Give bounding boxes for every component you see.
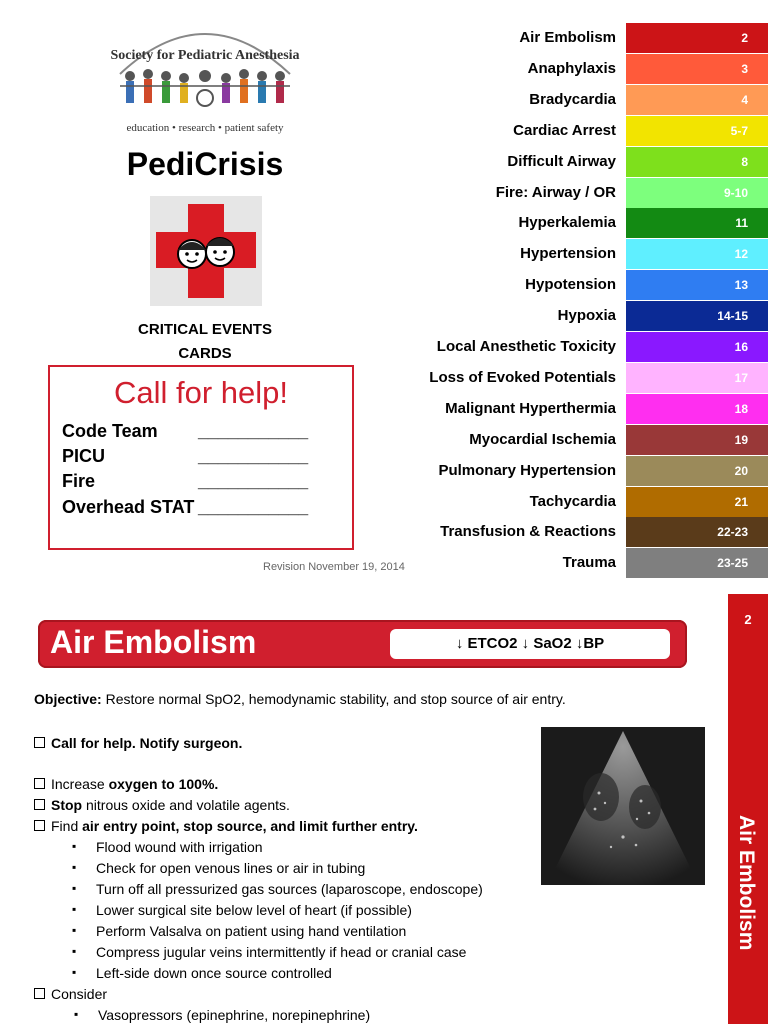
help-row-blank: ___________ — [198, 446, 309, 466]
event-label[interactable]: Loss of Evoked Potentials — [429, 368, 616, 386]
call-for-help-step — [34, 735, 242, 751]
page-title: PediCrisis — [126, 146, 284, 182]
find-step-bold: air entry point, stop source, and limit further entry. — [82, 818, 418, 834]
side-tab-page: 2 — [744, 612, 752, 627]
event-page-tab[interactable]: 4 — [626, 85, 768, 115]
revision-date: Revision November 19, 2014 — [263, 561, 405, 573]
card-banner — [38, 620, 687, 668]
organization-name: Society for Pediatric Anesthesia — [110, 48, 300, 63]
objective — [34, 691, 566, 707]
event-page-tab[interactable]: 16 — [626, 332, 768, 362]
card-side-tab[interactable] — [728, 594, 768, 1024]
event-page-tab[interactable]: 9-10 — [626, 178, 768, 208]
consider-sub-step: ▪ Vasopressors (epinephrine, norepinephrine) — [98, 1007, 370, 1023]
oxygen-step-pre: Increase — [51, 776, 109, 792]
sub-step: ▪ Perform Valsalva on patient using hand ventilation — [96, 923, 406, 939]
event-label[interactable]: Myocardial Ischemia — [469, 430, 616, 448]
side-tab-label: Air Embolism — [735, 815, 758, 951]
help-row-overhead-stat — [62, 497, 309, 518]
sub-step: ▪ Lower surgical site below level of heart (if possible) — [96, 902, 412, 918]
help-row-code-team — [62, 421, 309, 442]
event-label[interactable]: Anaphylaxis — [527, 59, 616, 77]
stop-step-post: nitrous oxide and volatile agents. — [82, 797, 290, 813]
consider-step — [34, 986, 107, 1002]
event-page-tab[interactable]: 2 — [626, 23, 768, 53]
event-label[interactable]: Hypotension — [525, 276, 616, 294]
event-page-tab[interactable]: 18 — [626, 394, 768, 424]
consider-text: Consider — [51, 986, 108, 1002]
help-row-label: PICU — [62, 446, 106, 466]
event-page-tab[interactable]: 17 — [626, 363, 768, 393]
stop-agents-step — [34, 797, 290, 813]
event-page-tab[interactable]: 11 — [626, 208, 768, 238]
event-label[interactable]: Trauma — [562, 554, 616, 572]
sub-step: ▪ Check for open venous lines or air in tubing — [96, 860, 365, 876]
event-label[interactable]: Hyperkalemia — [518, 214, 616, 232]
subtitle-line-2: CARDS — [178, 345, 232, 362]
objective-label: Objective: — [34, 691, 102, 707]
checkbox-icon — [34, 737, 45, 748]
call-for-help-heading: Call for help! — [113, 375, 289, 410]
find-step-pre: Find — [51, 818, 83, 834]
event-page-tab[interactable]: 20 — [626, 456, 768, 486]
event-page-tab[interactable]: 5-7 — [626, 116, 768, 146]
event-label[interactable]: Hypertension — [520, 245, 616, 263]
event-label[interactable]: Malignant Hyperthermia — [445, 399, 616, 417]
event-label[interactable]: Transfusion & Reactions — [440, 523, 616, 541]
checkbox-icon — [34, 820, 45, 831]
event-page-tab[interactable]: 12 — [626, 239, 768, 269]
event-label[interactable]: Difficult Airway — [507, 152, 616, 170]
event-label[interactable]: Local Anesthetic Toxicity — [436, 338, 616, 355]
cards-subtitle — [110, 318, 300, 366]
sub-step: ▪ Left-side down once source controlled — [96, 965, 332, 981]
checkbox-icon — [34, 778, 45, 789]
event-label[interactable]: Cardiac Arrest — [513, 121, 616, 139]
event-page-tab[interactable]: 22-23 — [626, 517, 768, 547]
checkbox-icon — [34, 799, 45, 810]
oxygen-step-bold: oxygen to 100%. — [108, 776, 219, 792]
help-row-blank: ___________ — [198, 471, 309, 491]
event-page-tab[interactable]: 3 — [626, 54, 768, 84]
help-row-label: Fire — [62, 471, 96, 491]
event-label[interactable]: Fire: Airway / OR — [495, 183, 616, 201]
call-for-help-box — [48, 365, 354, 550]
event-page-tab[interactable]: 13 — [626, 270, 768, 300]
objective-text: Restore normal SpO2, hemodynamic stability, and stop source of air entry. — [101, 691, 566, 707]
sub-step: ▪ Turn off all pressurized gas sources (laparoscope, endoscope) — [96, 881, 483, 897]
echocardiogram-image — [541, 727, 705, 885]
help-row-label: Code Team — [62, 421, 158, 441]
subtitle-line-1: CRITICAL EVENTS — [138, 321, 272, 338]
organization-tagline: education • research • patient safety — [126, 122, 284, 134]
event-page-tab[interactable]: 23-25 — [626, 548, 768, 578]
event-label[interactable]: Air Embolism — [519, 29, 616, 46]
help-row-fire — [62, 471, 309, 492]
help-row-blank: ___________ — [198, 421, 309, 441]
help-row-picu — [62, 446, 309, 467]
checkbox-icon — [34, 988, 45, 999]
event-page-tab[interactable]: 14-15 — [626, 301, 768, 331]
card-signs: ↓ ETCO2 ↓ SaO2 ↓BP — [390, 629, 670, 659]
sub-step: ▪ Flood wound with irrigation — [96, 839, 263, 855]
society-logo — [80, 14, 330, 139]
red-cross-kids-icon — [150, 196, 262, 306]
card-title: Air Embolism — [50, 624, 257, 660]
oxygen-step — [34, 776, 218, 792]
help-row-label: Overhead STAT — [62, 497, 195, 517]
stop-step-bold: Stop — [51, 797, 83, 813]
call-step-text: Call for help. Notify surgeon. — [51, 735, 243, 751]
event-label[interactable]: Pulmonary Hypertension — [438, 461, 616, 479]
event-label[interactable]: Bradycardia — [529, 90, 616, 108]
find-entry-step — [34, 818, 418, 834]
help-row-blank: ___________ — [198, 497, 309, 517]
event-page-tab[interactable]: 8 — [626, 147, 768, 177]
event-label[interactable]: Hypoxia — [557, 307, 616, 325]
sub-step: ▪ Compress jugular veins intermittently if head or cranial case — [96, 944, 466, 960]
event-page-tab[interactable]: 19 — [626, 425, 768, 455]
children-logo-icon — [110, 14, 300, 119]
event-page-tab[interactable]: 21 — [626, 487, 768, 517]
event-label[interactable]: Tachycardia — [529, 492, 616, 510]
